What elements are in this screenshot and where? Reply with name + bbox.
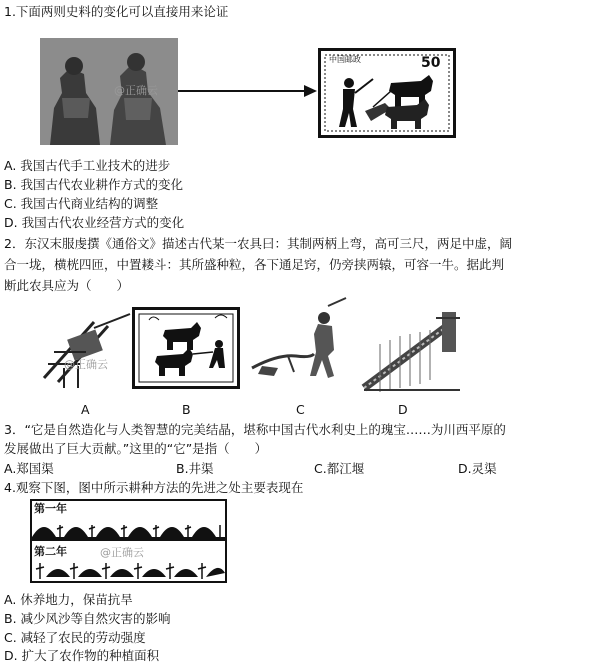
q2-stem-line-2: 合一垅，横桄四匝，中置耧斗：其所盛种粒，各下通足窍，仍旁挟两辕，可容一牛。据此判 [4,257,505,272]
watermark: @正确云 [100,546,144,559]
q4-option-d: D. 扩大了农作物的种植面积 [4,648,160,663]
q1-option-d: D. 我国古代农业经营方式的变化 [4,215,185,230]
q1-stamp [318,48,456,138]
q3-option-a: A.郑国渠 [4,461,54,476]
q2-label-d: D [398,402,408,417]
q2-image-b-ox-plough [132,307,240,389]
q3-option-c: C.都江堰 [314,461,365,476]
q2-image-c-curved-plough [248,296,352,396]
q1-option-c: C. 我国古代商业结构的调整 [4,196,159,211]
stamp-header: 中国邮政 [329,55,361,64]
q2-label-b: B [182,402,191,417]
q2-label-a: A [81,402,90,417]
q4-option-b: B. 减少风沙等自然灾害的影响 [4,611,171,626]
q4-stem: 4.观察下图，图中所示耕种方法的先进之处主要表现在 [4,480,304,495]
q3-option-d: D.灵渠 [458,461,497,476]
q2-stem-line-1: 2．东汉末服虔撰《通俗文》描述古代某一农具曰：其制两柄上弯，高可三尺，两足中虚，阔 [4,236,512,251]
q2-image-d-chain-pump [360,304,464,396]
watermark: @正确云 [64,358,108,371]
q1-option-a: A. 我国古代手工业技术的进步 [4,158,171,173]
stamp-value: 50 [421,55,441,71]
q2-label-c: C [296,402,305,417]
q4-option-a: A. 休养地力，保苗抗旱 [4,592,133,607]
q4-option-c: C. 减轻了农民的劳动强度 [4,630,146,645]
q4-field-diagram [30,499,227,583]
q1-option-b: B. 我国古代农业耕作方式的变化 [4,177,184,192]
q4-label-year-1: 第一年 [34,502,67,515]
q3-stem-line-1: 3．“它是自然造化与人类智慧的完美结晶，堪称中国古代水利史上的瑰宝……为川西平原的 [4,422,506,437]
q2-image-a-seed-drill [34,308,134,394]
arrow-icon [178,84,318,98]
watermark: @正确云 [114,84,158,97]
q4-label-year-2: 第二年 [34,545,67,558]
q1-stem: 1.下面两则史料的变化可以直接用来论证 [4,4,229,19]
q3-option-b: B.井渠 [176,461,214,476]
q3-stem-line-2: 发展做出了巨大贡献。”这里的“它”是指（ ） [4,441,268,456]
q2-stem-line-3: 断此农具应为（ ） [4,278,130,293]
